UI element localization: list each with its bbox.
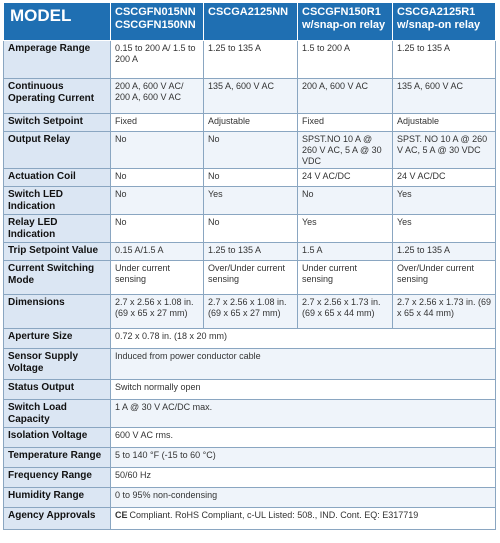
cell-value: 2.7 x 2.56 x 1.73 in. (69 x 65 x 44 mm) bbox=[298, 295, 393, 329]
row-label: Relay LED Indication bbox=[4, 215, 111, 243]
table-row-agency-approvals bbox=[4, 508, 496, 530]
col-header-1-line2: CSCGFN150NN bbox=[115, 19, 196, 31]
table-row-switch-load bbox=[4, 400, 496, 428]
cell-value: 24 V AC/DC bbox=[298, 169, 393, 187]
cell-value: Over/Under current sensing bbox=[393, 261, 496, 295]
cell-value: 200 A, 600 V AC/ 200 A, 600 V AC bbox=[111, 79, 204, 114]
cell-value: 1.25 to 135 A bbox=[204, 41, 298, 79]
cell-value: 24 V AC/DC bbox=[393, 169, 496, 187]
table-row-switch-setpoint bbox=[4, 114, 496, 132]
cell-value: Yes bbox=[298, 215, 393, 243]
cell-value: 135 A, 600 V AC bbox=[204, 79, 298, 114]
cell-value: 0.15 A/1.5 A bbox=[111, 243, 204, 261]
cell-value: Induced from power conductor cable bbox=[111, 349, 496, 380]
col-header-3-line1: CSCGFN150R1 bbox=[302, 6, 381, 18]
cell-value: 1.25 to 135 A bbox=[204, 243, 298, 261]
cell-value: 0.15 to 200 A/ 1.5 to 200 A bbox=[111, 41, 204, 79]
row-label: Frequency Range bbox=[4, 468, 111, 488]
cell-value: 0.72 x 0.78 in. (18 x 20 mm) bbox=[111, 329, 496, 349]
spec-table bbox=[3, 2, 496, 530]
cell-value: SPST.NO 10 A @ 260 V AC, 5 A @ 30 VDC bbox=[298, 132, 393, 169]
cell-value: 1.25 to 135 A bbox=[393, 41, 496, 79]
cell-value: No bbox=[111, 132, 204, 169]
row-label: Dimensions bbox=[4, 295, 111, 329]
row-label: Status Output bbox=[4, 380, 111, 400]
cell-value: Yes bbox=[393, 215, 496, 243]
ce-mark-icon: CE bbox=[115, 510, 128, 520]
cell-value: No bbox=[298, 187, 393, 215]
cell-value: Yes bbox=[204, 187, 298, 215]
cell-value: No bbox=[204, 215, 298, 243]
row-label: Continuous Operating Current bbox=[4, 79, 111, 114]
row-label: Current Switching Mode bbox=[4, 261, 111, 295]
row-label: Trip Setpoint Value bbox=[4, 243, 111, 261]
cell-value: 1.5 A bbox=[298, 243, 393, 261]
table-row-sensor-supply bbox=[4, 349, 496, 380]
col-header-2 bbox=[204, 3, 298, 41]
cell-value: Under current sensing bbox=[298, 261, 393, 295]
table-row-actuation-coil bbox=[4, 169, 496, 187]
col-header-1-line1: CSCGFN015NN bbox=[115, 6, 196, 18]
cell-value: No bbox=[111, 187, 204, 215]
col-header-2-line1: CSCGA2125NN bbox=[208, 6, 289, 18]
cell-value: 200 A, 600 V AC bbox=[298, 79, 393, 114]
col-header-4 bbox=[393, 3, 496, 41]
cell-value: Adjustable bbox=[393, 114, 496, 132]
table-row-isolation-voltage bbox=[4, 428, 496, 448]
cell-value: 1.5 to 200 A bbox=[298, 41, 393, 79]
col-header-3-line2: w/snap-on relay bbox=[302, 19, 386, 31]
col-header-4-line2: w/snap-on relay bbox=[397, 19, 481, 31]
row-label: Isolation Voltage bbox=[4, 428, 111, 448]
row-label: Temperature Range bbox=[4, 448, 111, 468]
table-row-temperature-range bbox=[4, 448, 496, 468]
table-row-output-relay bbox=[4, 132, 496, 169]
table-row-switching-mode bbox=[4, 261, 496, 295]
table-row-trip-setpoint bbox=[4, 243, 496, 261]
table-row-relay-led bbox=[4, 215, 496, 243]
table-row-humidity-range bbox=[4, 488, 496, 508]
cell-value: No bbox=[204, 169, 298, 187]
cell-value: 1.25 to 135 A bbox=[393, 243, 496, 261]
cell-value: 0 to 95% non-condensing bbox=[111, 488, 496, 508]
cell-value: No bbox=[111, 215, 204, 243]
table-row-frequency-range bbox=[4, 468, 496, 488]
cell-value: Yes bbox=[393, 187, 496, 215]
cell-value: Adjustable bbox=[204, 114, 298, 132]
agency-text: Compliant. RoHS Compliant, c-UL Listed: 508., IND. Cont. EQ: E317719 bbox=[129, 510, 419, 520]
cell-value: 1 A @ 30 V AC/DC max. bbox=[111, 400, 496, 428]
table-row-dimensions bbox=[4, 295, 496, 329]
row-label: Actuation Coil bbox=[4, 169, 111, 187]
table-row-continuous-current bbox=[4, 79, 496, 114]
model-label: MODEL bbox=[10, 6, 72, 25]
cell-value: No bbox=[204, 132, 298, 169]
table-row-switch-led bbox=[4, 187, 496, 215]
row-label: Agency Approvals bbox=[4, 508, 111, 530]
model-header bbox=[4, 3, 111, 41]
cell-value: Over/Under current sensing bbox=[204, 261, 298, 295]
row-label: Sensor Supply Voltage bbox=[4, 349, 111, 380]
header-row bbox=[4, 3, 496, 41]
table-row-amperage-range bbox=[4, 41, 496, 79]
col-header-4-line1: CSCGA2125R1 bbox=[397, 6, 476, 18]
cell-value: 50/60 Hz bbox=[111, 468, 496, 488]
cell-value: 600 V AC rms. bbox=[111, 428, 496, 448]
cell-value: Under current sensing bbox=[111, 261, 204, 295]
row-label: Amperage Range bbox=[4, 41, 111, 79]
spec-table-container bbox=[3, 2, 495, 530]
cell-value: Switch normally open bbox=[111, 380, 496, 400]
cell-value: SPST. NO 10 A @ 260 V AC, 5 A @ 30 VDC bbox=[393, 132, 496, 169]
row-label: Humidity Range bbox=[4, 488, 111, 508]
col-header-1 bbox=[111, 3, 204, 41]
cell-value: 135 A, 600 V AC bbox=[393, 79, 496, 114]
cell-value: Fixed bbox=[298, 114, 393, 132]
cell-value bbox=[111, 508, 496, 530]
cell-value: 2.7 x 2.56 x 1.73 in. (69 x 65 x 44 mm) bbox=[393, 295, 496, 329]
row-label: Aperture Size bbox=[4, 329, 111, 349]
row-label: Switch LED Indication bbox=[4, 187, 111, 215]
col-header-3 bbox=[298, 3, 393, 41]
cell-value: 2.7 x 2.56 x 1.08 in. (69 x 65 x 27 mm) bbox=[204, 295, 298, 329]
cell-value: 5 to 140 °F (-15 to 60 °C) bbox=[111, 448, 496, 468]
table-row-aperture-size bbox=[4, 329, 496, 349]
row-label: Switch Setpoint bbox=[4, 114, 111, 132]
row-label: Output Relay bbox=[4, 132, 111, 169]
cell-value: 2.7 x 2.56 x 1.08 in. (69 x 65 x 27 mm) bbox=[111, 295, 204, 329]
table-row-status-output bbox=[4, 380, 496, 400]
cell-value: Fixed bbox=[111, 114, 204, 132]
row-label: Switch Load Capacity bbox=[4, 400, 111, 428]
cell-value: No bbox=[111, 169, 204, 187]
